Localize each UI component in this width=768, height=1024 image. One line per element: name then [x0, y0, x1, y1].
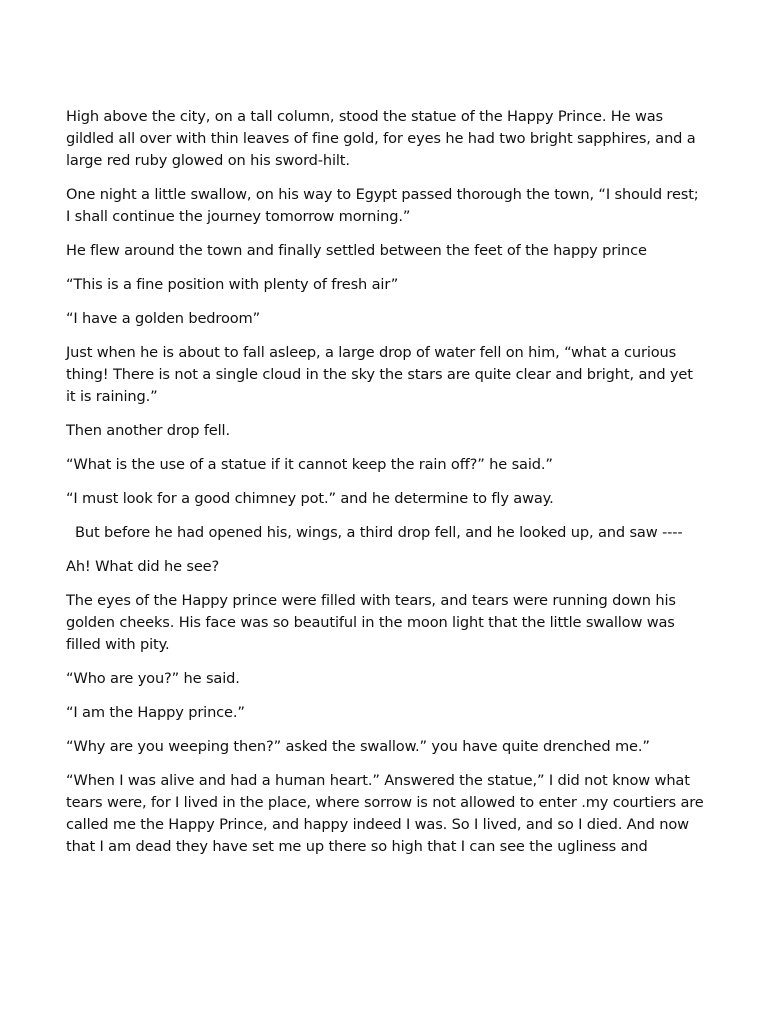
paragraph-10: But before he had opened his, wings, a third drop fell, and he looked up, and saw ----	[75, 524, 683, 541]
paragraph-1: High above the city, on a tall column, stood the statue of the Happy Prince. He was gildled all over with thin leaves of fine gold, for eyes he had two bright sapphires, and a large red ruby glowed on his sword-hilt.	[66, 108, 696, 169]
paragraph-8: “What is the use of a statue if it cannot keep the rain off?” he said.”	[66, 456, 553, 473]
paragraph-2: One night a little swallow, on his way to Egypt passed thorough the town, “I should rest; I shall continue the journey tomorrow morning.”	[66, 186, 699, 225]
paragraph-7: Then another drop fell.	[66, 422, 230, 439]
paragraph-3: He flew around the town and finally settled between the feet of the happy prince	[66, 242, 647, 259]
paragraph-11: Ah! What did he see?	[66, 558, 220, 575]
paragraph-12: The eyes of the Happy prince were filled with tears, and tears were running down his golden cheeks. His face was so beautiful in the moon light that the little swallow was filled with pity.	[66, 592, 676, 653]
paragraph-9: “I must look for a good chimney pot.” and he determine to fly away.	[66, 490, 554, 507]
paragraph-5: “I have a golden bedroom”	[66, 310, 260, 327]
paragraph-6: Just when he is about to fall asleep, a large drop of water fell on him, “what a curious thing! There is not a single cloud in the sky the stars are quite clear and bright, and yet it is raining.”	[66, 344, 693, 405]
document-body	[66, 106, 706, 870]
paragraph-13: “Who are you?” he said.	[66, 670, 240, 687]
paragraph-15: “Why are you weeping then?” asked the swallow.” you have quite drenched me.”	[66, 738, 650, 755]
paragraph-14: “I am the Happy prince.”	[66, 704, 245, 721]
paragraph-16: “When I was alive and had a human heart.” Answered the statue,” I did not know what tears were, for I lived in the place, where sorrow is not allowed to enter .my courtiers are called me the Happy Prince, and happy indeed I was. So I lived, and so I died. And now that I am dead they have set me up there so high that I can see the ugliness and	[66, 772, 704, 855]
paragraph-4: “This is a fine position with plenty of fresh air”	[66, 276, 399, 293]
